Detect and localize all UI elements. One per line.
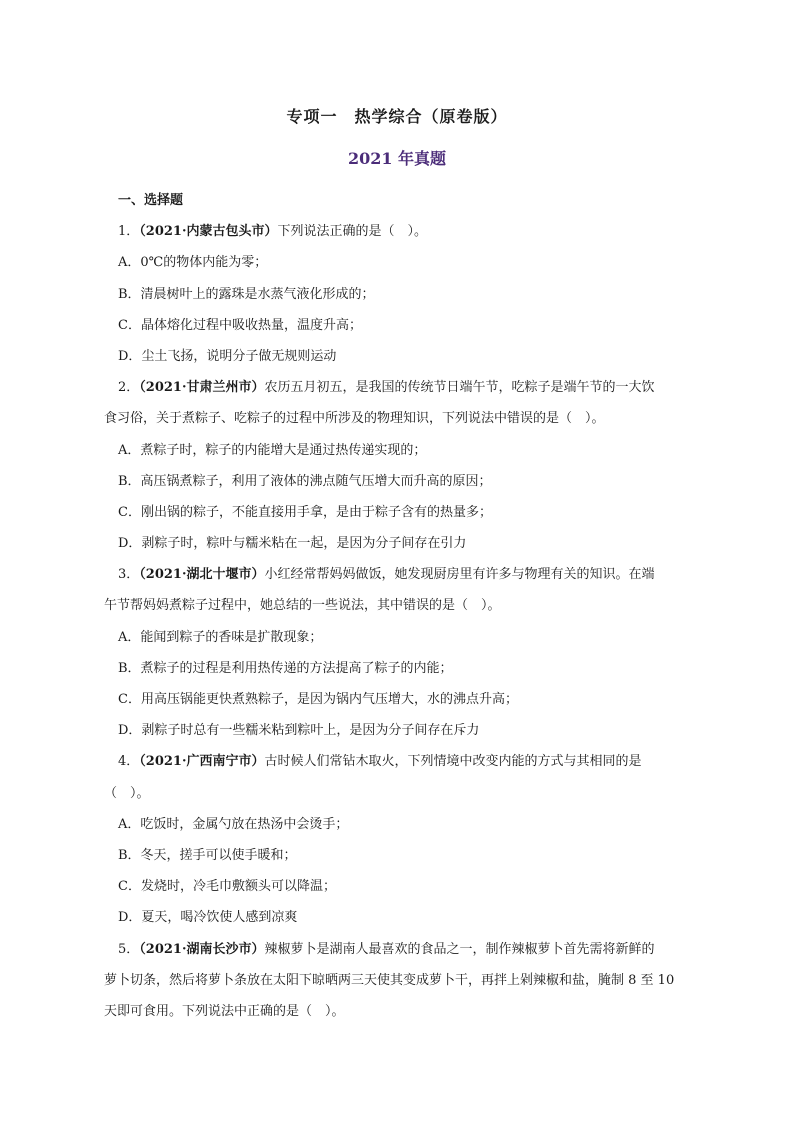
question-2-option-d: D．剥粽子时，粽叶与糯米粘在一起，是因为分子间存在引力 <box>118 536 467 552</box>
question-1-stem <box>104 216 702 247</box>
question-3-stem-continued: 午节帮妈妈煮粽子过程中，她总结的一些说法，其中错误的是（ ）。 <box>104 598 501 614</box>
question-text: 辣椒萝卜是湖南人最喜欢的食品之一，制作辣椒萝卜首先需将新鲜的 <box>264 941 655 957</box>
question-2-stem-continued: 食习俗，关于煮粽子、吃粽子的过程中所涉及的物理知识，下列说法中错误的是（ ）。 <box>104 411 605 427</box>
question-source: （2021·甘肃兰州市） <box>139 380 265 396</box>
question-number: 3． <box>118 567 140 583</box>
question-4-option-c: C．发烧时，冷毛巾敷额头可以降温； <box>118 879 336 895</box>
question-4-stem <box>104 746 702 777</box>
question-4-stem-continued: （ ）。 <box>104 785 150 801</box>
question-source: （2021·湖北十堰市） <box>139 567 265 583</box>
question-text: 下列说法正确的是（ ）。 <box>277 224 428 240</box>
question-4-option-a: A．吃饭时，金属勺放在热汤中会烫手； <box>118 816 349 832</box>
question-4-option-b: B．冬天，搓手可以使手暖和； <box>118 847 297 863</box>
page-subtitle: 2021 年真题 <box>347 149 447 168</box>
question-1-option-c: C．晶体熔化过程中吸收热量，温度升高； <box>118 317 362 333</box>
question-text: 小红经常帮妈妈做饭，她发现厨房里有许多与物理有关的知识。在端 <box>264 567 655 583</box>
question-number: 1． <box>118 224 140 240</box>
question-2-option-c: C．刚出锅的粽子，不能直接用手拿，是由于粽子含有的热量多； <box>118 504 492 520</box>
question-1-option-b: B．清晨树叶上的露珠是水蒸气液化形成的； <box>118 286 375 302</box>
question-5-stem-continued: 萝卜切条，然后将萝卜条放在太阳下晾晒两三天使其变成萝卜干，再拌上剁辣椒和盐，腌制 8 至 10 <box>104 972 675 988</box>
question-number: 5． <box>118 941 140 957</box>
question-number: 4． <box>118 754 140 770</box>
question-3-option-b: B．煮粽子的过程是利用热传递的方法提高了粽子的内能； <box>118 660 453 676</box>
question-text: 农历五月初五，是我国的传统节日端午节，吃粽子是端午节的一大饮 <box>264 380 655 396</box>
question-5-stem-continued: 天即可食用。下列说法中正确的是（ ）。 <box>104 1003 345 1019</box>
question-text: 古时候人们常钻木取火，下列情境中改变内能的方式与其相同的是 <box>264 754 642 770</box>
question-5-stem <box>104 934 702 965</box>
question-2-option-b: B．高压锅煮粽子，利用了液体的沸点随气压增大而升高的原因； <box>118 473 492 489</box>
question-2-stem <box>104 372 702 403</box>
question-4-option-d: D．夏天，喝冷饮使人感到凉爽 <box>118 910 298 926</box>
question-list <box>104 185 702 1027</box>
question-source: （2021·广西南宁市） <box>139 754 265 770</box>
question-1-option-d: D．尘土飞扬，说明分子做无规则运动 <box>118 348 337 364</box>
question-2-option-a: A．煮粽子时，粽子的内能增大是通过热传递实现的； <box>118 442 427 458</box>
question-3-option-a: A．能闻到粽子的香味是扩散现象； <box>118 629 323 645</box>
question-source: （2021·内蒙古包头市） <box>139 224 278 240</box>
page-title: 专项一 热学综合（原卷版） <box>286 107 508 126</box>
question-3-option-d: D．剥粽子时总有一些糯米粘到粽叶上，是因为分子间存在斥力 <box>118 723 480 739</box>
question-3-option-c: C．用高压锅能更快煮熟粽子，是因为锅内气压增大，水的沸点升高； <box>118 692 518 707</box>
section-heading: 一、选择题 <box>118 193 184 208</box>
question-number: 2． <box>118 380 140 396</box>
question-1-option-a: A．0℃的物体内能为零； <box>118 255 268 271</box>
question-3-stem <box>104 559 702 590</box>
question-source: （2021·湖南长沙市） <box>139 941 265 957</box>
